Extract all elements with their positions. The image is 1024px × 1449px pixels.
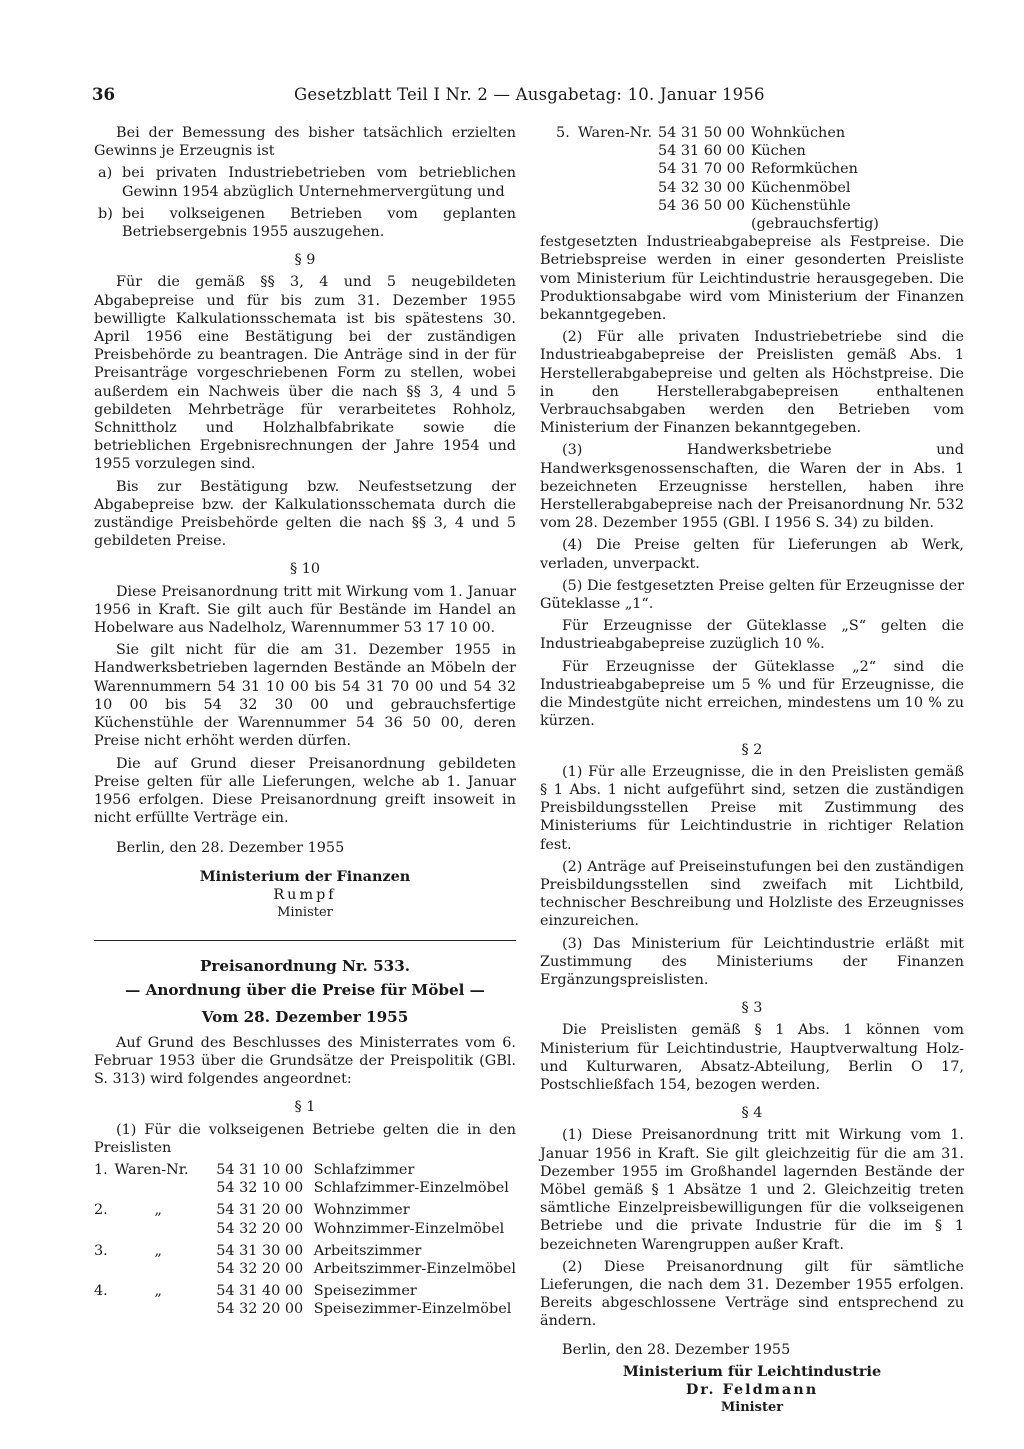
section-2-heading: § 2 bbox=[741, 741, 763, 758]
goods-number bbox=[94, 1260, 115, 1278]
section-1-paragraph-4: (4) Die Preise gelten für Lieferungen ab Werk, verladen, unverpackt. bbox=[540, 537, 964, 572]
section-9-paragraph-1: Für die gemäß §§ 3, 4 und 5 neugebildeten Abgabepreise und für bis zum 31. Dezember 1955 bewilligte Kalkulationsschemata ist bis spätestens 30. April 1956 eine Bestätigung bei der zuständigen Preisbehörde zu beantragen. Die Anträge sind in der für Preisanträge vorgeschriebenen Form zu stellen, wobei außerdem ein Nachweis über die nach §§ 3, 4 und 5 gebildeten Mehrbeträge für verarbeitetes Rohholz, Schnittholz und Holzhalbfabrikate sowie die betrieblichen Ergebnisrechnungen der Jahre 1954 und 1955 vorzulegen sind. bbox=[94, 274, 516, 473]
goods-prefix bbox=[115, 1260, 217, 1278]
goods-prefix: „ bbox=[154, 1202, 162, 1219]
goods-code: 54 31 50 00 bbox=[658, 125, 745, 141]
table-row bbox=[556, 124, 901, 142]
goods-name: Speisezimmer bbox=[313, 1283, 417, 1300]
goods-number bbox=[94, 1300, 115, 1318]
goods-prefix: „ bbox=[154, 1283, 162, 1300]
goods-number: 2. bbox=[94, 1202, 108, 1219]
goods-prefix bbox=[115, 1179, 217, 1197]
section-1-heading: § 1 bbox=[294, 1099, 316, 1116]
goods-prefix bbox=[578, 197, 658, 233]
section-1-paragraph-7: Für Erzeugnisse der Güteklasse „2“ sind die Industrieabgabepreise um 5 % und für Erzeugnisse, die die Mindestgüte nicht erreichen, mindestens um 10 % zu kürzen. bbox=[540, 658, 964, 730]
table-row bbox=[94, 1260, 516, 1278]
goods-number bbox=[94, 1179, 115, 1197]
goods-name: Schlafzimmer-Einzelmöbel bbox=[313, 1180, 509, 1197]
page-header bbox=[92, 84, 972, 110]
goods-code: 54 32 20 00 bbox=[216, 1220, 304, 1237]
place-date: Berlin, den 28. Dezember 1955 bbox=[116, 840, 345, 857]
goods-prefix bbox=[115, 1300, 217, 1318]
goods-prefix: Waren-Nr. bbox=[578, 125, 653, 141]
goods-name: Küchenstühle (gebrauchsfertig) bbox=[750, 197, 879, 233]
goods-code: 54 32 20 00 bbox=[216, 1260, 304, 1277]
intro-paragraph: Bei der Bemessung des bisher tatsächlich erzielten Gewinns je Erzeugnis ist bbox=[94, 125, 516, 160]
decree-title: Preisanordnung Nr. 533. bbox=[199, 957, 411, 976]
section-2-paragraph-3: (3) Das Ministerium für Leichtindustrie erläßt mit Zustimmung des Ministeriums der Finanzen Ergänzungspreislisten. bbox=[540, 935, 964, 988]
table-row bbox=[94, 1300, 516, 1318]
goods-table bbox=[94, 1161, 516, 1319]
goods-name: Küchenmöbel bbox=[750, 179, 851, 196]
section-1-continuation: festgesetzten Industrieabgabepreise als Festpreise. Die Betriebspreise werden in einer gesonderten Preisliste vom Ministerium für Leichtindustrie herausgegeben. Die Produktionsabgabe wird vom Ministerium der Finanzen bekanntgegeben. bbox=[540, 234, 964, 324]
goods-number bbox=[94, 1220, 115, 1238]
section-2-paragraph-1: (1) Für alle Erzeugnisse, die in den Preislisten gemäß § 1 Abs. 1 nicht aufgeführt sind, setzen die zuständigen Preisbildungsstellen Preise mit Zustimmung des Ministeriums für Leichtindustrie in richtiger Relation fest. bbox=[540, 763, 964, 853]
gazette-title: Gesetzblatt Teil I Nr. 2 — Ausgabetag: 10. Januar 1956 bbox=[294, 85, 765, 104]
goods-code: 54 32 30 00 bbox=[658, 179, 745, 196]
goods-name: Schlafzimmer bbox=[313, 1161, 415, 1178]
goods-prefix: „ bbox=[154, 1242, 162, 1259]
goods-code: 54 36 50 00 bbox=[658, 197, 745, 214]
goods-name: Arbeitszimmer-Einzelmöbel bbox=[313, 1260, 516, 1277]
signature-name: Rumpf bbox=[273, 886, 337, 903]
section-9-paragraph-2: Bis zur Bestätigung bzw. Neufestsetzung der Abgabepreise bzw. der Kalkulationsschemata durch die zuständige Preisbehörde gelten die nach §§ 3, 4 und 5 gebildeten Preise. bbox=[94, 478, 516, 550]
left-column bbox=[94, 124, 516, 1319]
goods-number bbox=[556, 197, 578, 233]
table-row bbox=[94, 1179, 516, 1197]
signature-name: Dr. Feldmann bbox=[685, 1381, 819, 1398]
goods-number bbox=[556, 179, 578, 197]
list-item-a bbox=[94, 164, 516, 200]
list-item-b bbox=[94, 205, 516, 241]
goods-prefix bbox=[578, 179, 658, 197]
section-4-paragraph-1: (1) Diese Preisanordnung tritt mit Wirkung vom 1. Januar 1956 in Kraft. Sie gilt gleichzeitig für die am 31. Dezember 1955 im Großhandel lagernden Bestände der Möbel gemäß § 1 Absätze 1 und 2. Gleichzeitig treten sämtliche Einzelpreisbewilligungen für die volkseigenen Betriebe und die private Industrie für die im § 1 bezeichneten Warengruppen außer Kraft. bbox=[540, 1127, 964, 1253]
list-text: bei volkseigenen Betrieben vom geplanten Betriebsergebnis 1955 auszugehen. bbox=[122, 205, 516, 241]
table-row bbox=[94, 1242, 516, 1260]
page-number: 36 bbox=[92, 85, 115, 104]
place-date: Berlin, den 28. Dezember 1955 bbox=[562, 1341, 791, 1358]
section-1-paragraph-1: (1) Für die volkseigenen Betriebe gelten die in den Preislisten bbox=[94, 1121, 516, 1156]
table-row bbox=[94, 1201, 516, 1219]
section-1-paragraph-5: (5) Die festgesetzten Preise gelten für Erzeugnisse der Güteklasse „1“. bbox=[540, 577, 964, 613]
table-row bbox=[94, 1220, 516, 1238]
section-10-heading: § 10 bbox=[289, 561, 321, 578]
goods-code: 54 32 20 00 bbox=[216, 1301, 304, 1318]
table-row bbox=[556, 160, 901, 178]
goods-code: 54 31 30 00 bbox=[216, 1242, 304, 1259]
table-row bbox=[94, 1282, 516, 1300]
goods-prefix bbox=[578, 160, 658, 178]
goods-prefix bbox=[115, 1220, 217, 1238]
goods-code: 54 31 10 00 bbox=[216, 1161, 304, 1178]
goods-code: 54 31 40 00 bbox=[216, 1283, 304, 1300]
section-4-paragraph-2: (2) Diese Preisanordnung gilt für sämtliche Lieferungen, die nach dem 31. Dezember 1955 erfolgen. Bereits abgeschlossene Verträge sind entsprechend zu ändern. bbox=[540, 1258, 964, 1330]
goods-code: 54 31 60 00 bbox=[658, 143, 745, 160]
goods-prefix bbox=[578, 142, 658, 160]
goods-code: 54 31 20 00 bbox=[216, 1202, 304, 1219]
goods-number bbox=[556, 160, 578, 178]
table-row bbox=[556, 197, 901, 233]
goods-table-5 bbox=[556, 124, 901, 233]
goods-code: 54 31 70 00 bbox=[658, 161, 745, 178]
list-label: a) bbox=[98, 165, 113, 182]
signature-ministry: Ministerium für Leichtindustrie bbox=[622, 1362, 882, 1380]
goods-number: 3. bbox=[94, 1242, 108, 1259]
decree-subtitle: — Anordnung über die Preise für Möbel — bbox=[125, 981, 485, 1000]
section-9-heading: § 9 bbox=[294, 252, 316, 269]
section-3-heading: § 3 bbox=[741, 1000, 763, 1017]
goods-name: Wohnzimmer bbox=[313, 1202, 410, 1219]
section-10-paragraph-2: Sie gilt nicht für die am 31. Dezember 1955 in Handwerksbetrieben lagernden Bestände an Möbeln der Warennummern 54 31 10 00 bis 54 31 70 00 und 54 32 10 00 bis 54 32 30 00 und gebrauchsfertige Küchenstühle der Warennummer 54 36 50 00, deren Preise nicht erhöht werden dürfen. bbox=[94, 642, 516, 750]
section-2-paragraph-2: (2) Anträge auf Preiseinstufungen bei den zuständigen Preisbildungsstellen sind zweifach mit Lichtbild, technischer Beschreibung und Holzliste des Erzeugnisses einzureichen. bbox=[540, 858, 964, 930]
goods-name: Reformküchen bbox=[750, 161, 858, 178]
right-column bbox=[540, 124, 964, 1421]
table-row bbox=[556, 142, 901, 160]
goods-name: Arbeitszimmer bbox=[313, 1242, 422, 1259]
list-label: b) bbox=[98, 205, 113, 222]
goods-name: Speisezimmer-Einzelmöbel bbox=[313, 1301, 512, 1318]
goods-name: Küchen bbox=[750, 143, 806, 160]
signature-ministry: Ministerium der Finanzen bbox=[199, 867, 411, 885]
table-row bbox=[94, 1161, 516, 1179]
goods-prefix: Waren-Nr. bbox=[114, 1161, 189, 1178]
goods-number: 4. bbox=[94, 1283, 108, 1300]
signature-title: Minister bbox=[277, 904, 333, 920]
signature-title: Minister bbox=[720, 1400, 784, 1416]
section-1-paragraph-3: (3) Handwerksbetriebe und Handwerksgenossenschaften, die Waren der in Abs. 1 bezeichneten Erzeugnisse herstellen, haben ihre Herstellerabgabepreise nach der Preisanordnung Nr. 532 vom 28. Dezember 1955 (GBl. I 1956 S. 34) zu bilden. bbox=[540, 442, 964, 532]
goods-number: 5. bbox=[556, 125, 570, 141]
divider-line bbox=[94, 940, 516, 941]
section-4-heading: § 4 bbox=[741, 1105, 763, 1122]
decree-intro: Auf Grund des Beschlusses des Ministerrates vom 6. Februar 1953 über die Grundsätze der Preispolitik (GBl. S. 313) wird folgendes angeordnet: bbox=[94, 1034, 516, 1088]
decree-date: Vom 28. Dezember 1955 bbox=[201, 1007, 409, 1026]
goods-name: Wohnzimmer-Einzelmöbel bbox=[313, 1220, 505, 1237]
section-10-paragraph-1: Diese Preisanordnung tritt mit Wirkung vom 1. Januar 1956 in Kraft. Sie gilt auch für Bestände im Handel an Hobelware aus Nadelholz, Warennummer 53 17 10 00. bbox=[94, 583, 516, 637]
goods-code: 54 32 10 00 bbox=[216, 1180, 304, 1197]
section-3-paragraph-1: Die Preislisten gemäß § 1 Abs. 1 können vom Ministerium für Leichtindustrie, Hauptverwaltung Holz- und Kulturwaren, Absatz-Abteilung, Berlin O 17, Postschließfach 154, bezogen werden. bbox=[540, 1022, 964, 1093]
table-row bbox=[556, 179, 901, 197]
goods-number: 1. bbox=[94, 1161, 108, 1178]
list-text: bei privaten Industriebetrieben vom betrieblichen Gewinn 1954 abzüglich Unternehmervergütung und bbox=[122, 165, 516, 200]
goods-name: Wohnküchen bbox=[750, 125, 846, 141]
section-1-paragraph-2: (2) Für alle privaten Industriebetriebe sind die Industrieabgabepreise der Preislisten gemäß Abs. 1 Herstellerabgabepreise und gelten als Höchstpreise. Die in den Herstellerabgabepreisen enthaltenen Verbrauchsabgaben werden den Betrieben vom Ministerium der Finanzen bekanntgegeben. bbox=[540, 329, 964, 437]
goods-number bbox=[556, 142, 578, 160]
section-1-paragraph-6: Für Erzeugnisse der Güteklasse „S“ gelten die Industrieabgabepreise zuzüglich 10 %. bbox=[540, 618, 964, 653]
section-10-paragraph-3: Die auf Grund dieser Preisanordnung gebildeten Preise gelten für alle Lieferungen, welche ab 1. Januar 1956 erfolgen. Diese Preisanordnung greift insoweit in nicht erfüllte Verträge ein. bbox=[94, 755, 516, 827]
